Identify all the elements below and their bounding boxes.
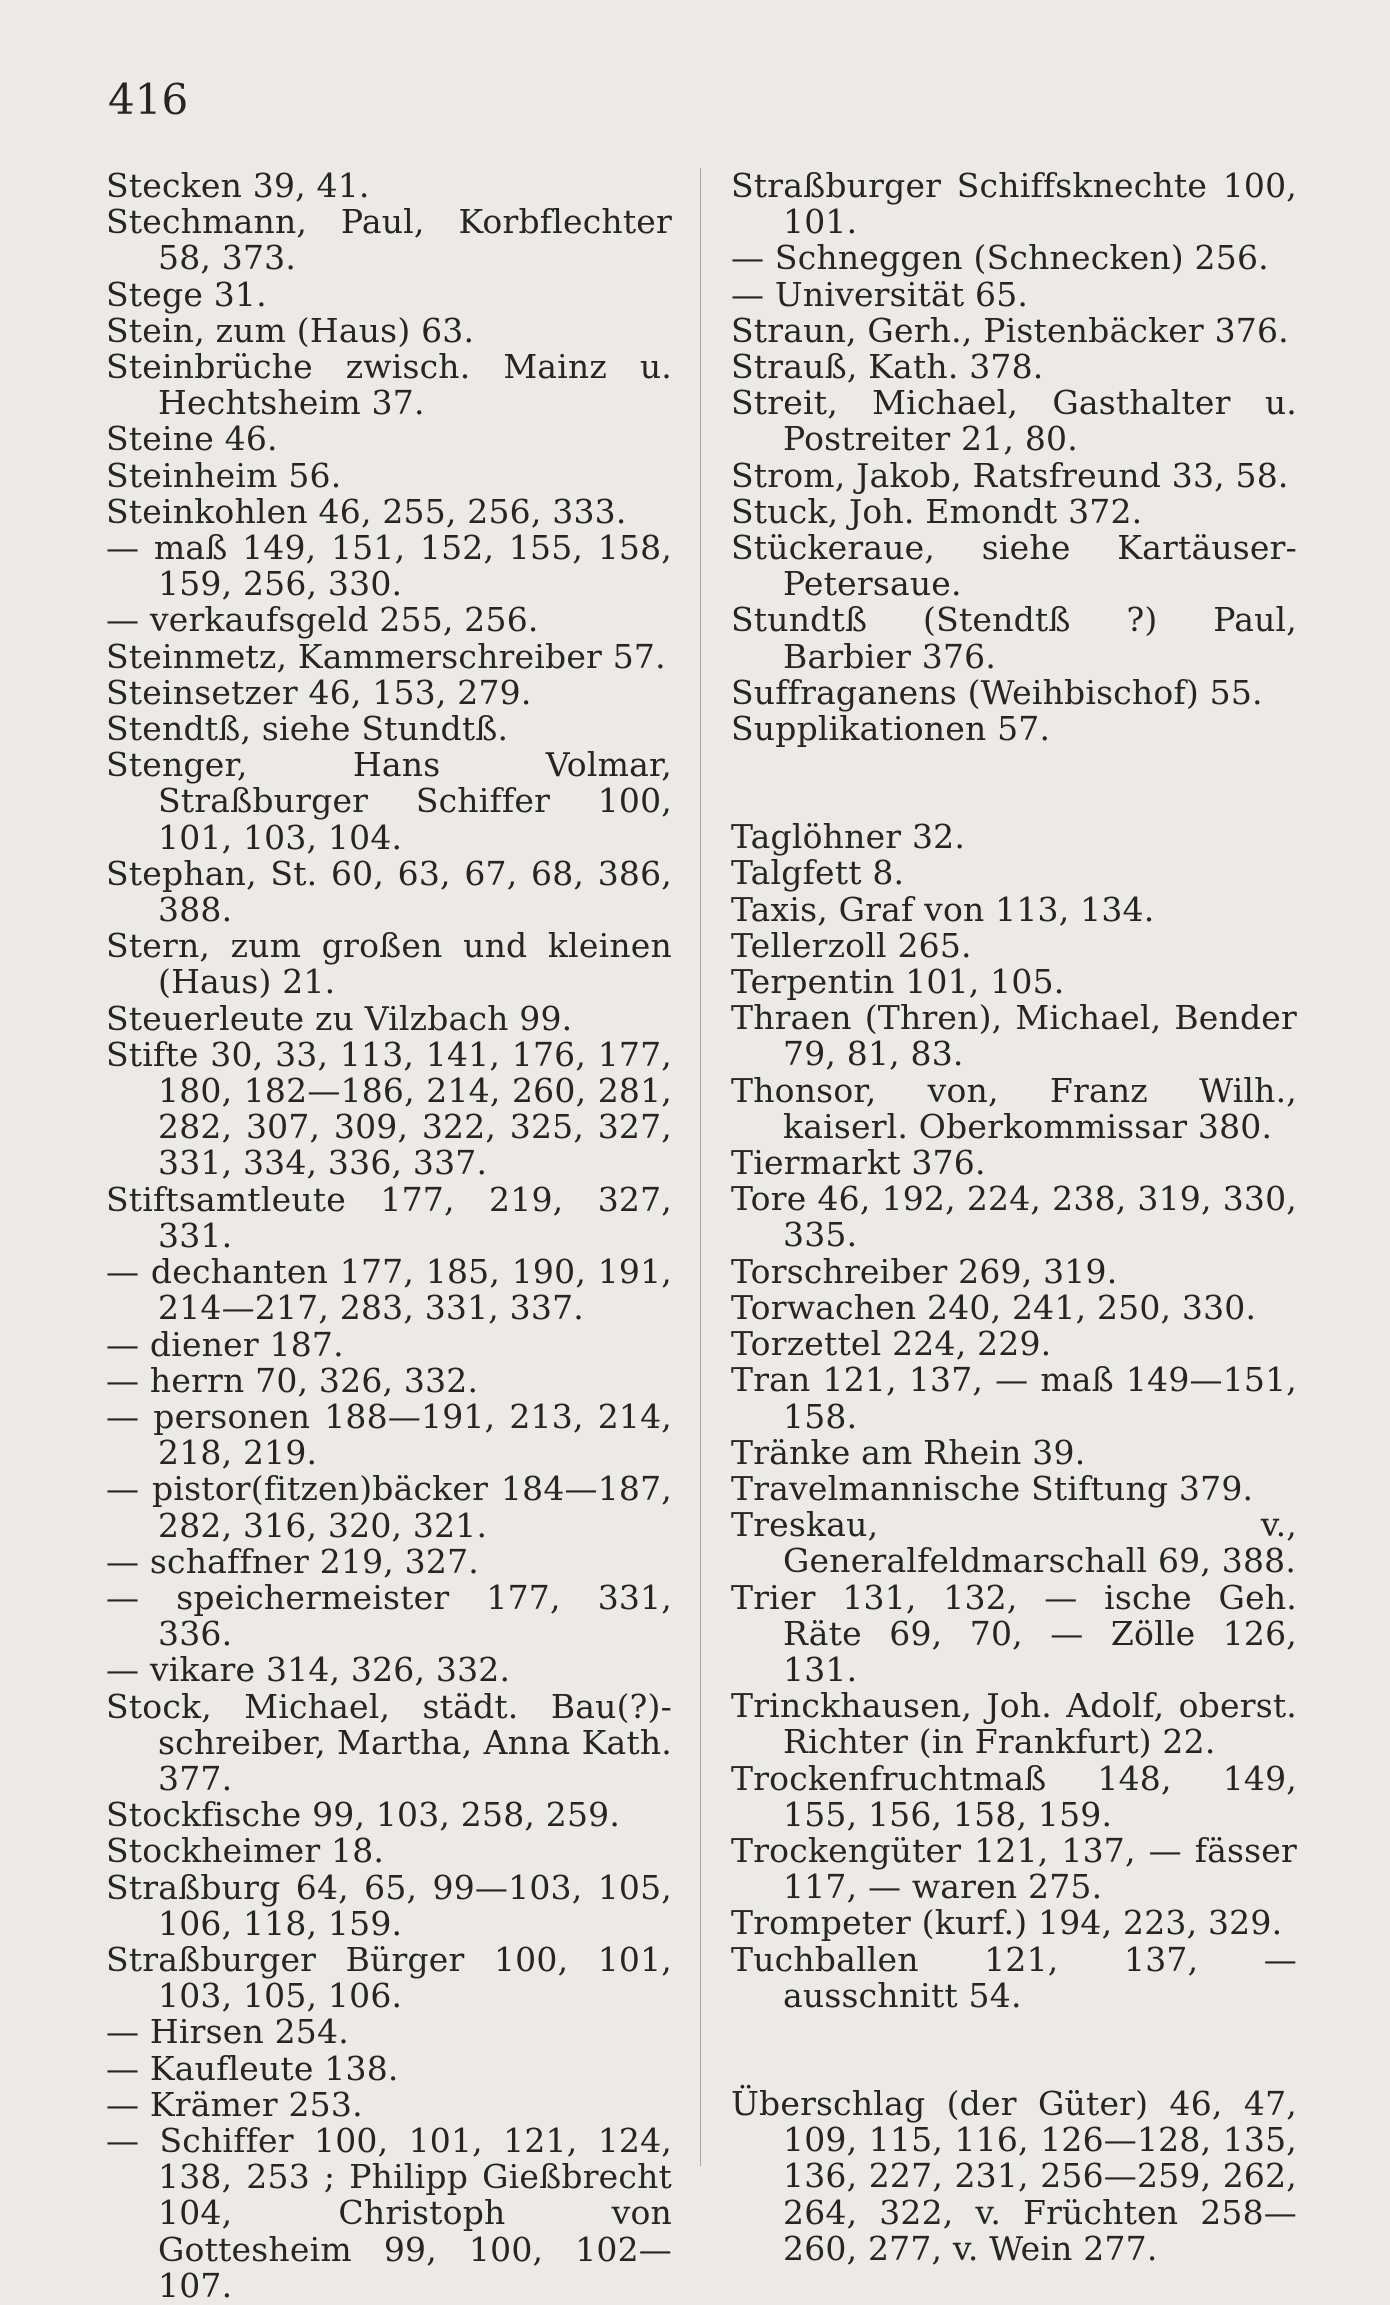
index-entry: Steinmetz, Kammerschreiber 57. [106,636,666,676]
index-entry: Thonsor, von, Franz Wilh., kaiserl. Oberkommissar 380. [731,1070,1297,1146]
index-entry: Tuchballen 121, 137, — ausschnitt 54. [731,1939,1297,2015]
index-entry: Travelmannische Stiftung 379. [731,1468,1254,1508]
index-entry: Stockfische 99, 103, 258, 259. [106,1795,621,1835]
index-subentry: — verkaufsgeld 255, 256. [106,600,539,640]
index-column-left [106,168,672,2304]
column-divider [700,168,701,2166]
index-subentry: — diener 187. [106,1324,344,1364]
index-entry: Strauß, Kath. 378. [731,347,1044,387]
index-subentry: — maß 149, 151, 152, 155, 158, 159, 256, 330. [106,528,672,604]
index-entry: Stifte 30, 33, 113, 141, 176, 177, 180, 182—186, 214, 260, 281, 282, 307, 309, 322, 325, 327, 331, 334, 336, 337. [106,1034,672,1183]
index-entry: Stechmann, Paul, Korbflechter 58, 373. [106,202,672,278]
index-subentry: — Schneggen (Schnecken) 256. [731,238,1269,278]
index-entry: Steinkohlen 46, 255, 256, 333. [106,491,627,531]
index-entry: Trompeter (kurf.) 194, 223, 329. [731,1903,1283,1943]
index-entry: Torschreiber 269, 319. [731,1251,1118,1291]
index-entry: Stege 31. [106,274,267,314]
index-subentry: — herrn 70, 326, 332. [106,1360,479,1400]
index-entry: Trinckhausen, Joh. Adolf, oberst. Richter (in Frankfurt) 22. [731,1686,1297,1762]
index-entry: Terpentin 101, 105. [731,962,1065,1002]
index-subentry: — speichermeister 177, 331, 336. [106,1577,672,1654]
index-entry: Taglöhner 32. [731,817,966,857]
index-subentry: — personen 188—191, 213, 214, 218, 219. [106,1396,672,1473]
index-entry: Strom, Jakob, Ratsfreund 33, 58. [731,455,1289,495]
index-subentry: — Schiffer 100, 101, 121, 124, 138, 253 ; Philipp Gießbrecht 104, Christoph von Gottesheim 99, 100, 102—107. [106,2120,672,2305]
index-column-right [731,168,1297,2267]
index-entry: Tränke am Rhein 39. [731,1432,1086,1472]
index-entry: Tran 121, 137, — maß 149—151, 158. [731,1360,1297,1436]
index-subentry: — pistor(fitzen)bäcker 184—187, 282, 316, 320, 321. [106,1469,672,1545]
index-entry: Stückeraue, siehe Kartäuser-Petersaue. [731,528,1297,604]
index-entry: Steinsetzer 46, 153, 279. [106,672,532,712]
index-entry: Tellerzoll 265. [731,925,972,965]
index-entry: Überschlag (der Güter) 46, 47, 109, 115, 116, 126—128, 135, 136, 227, 231, 256—259, 262, 264, 322, v. Früchten 258—260, 277, v. Wein 277. [731,2083,1297,2268]
index-subentry: — vikare 314, 326, 332. [106,1650,511,1690]
index-entry: Taxis, Graf von 113, 134. [731,889,1155,929]
index-entry: Stendtß, siehe Stundtß. [106,709,509,749]
index-entry: Stephan, St. 60, 63, 67, 68, 386, 388. [106,853,672,930]
index-entry: Trockenfruchtmaß 148, 149, 155, 156, 158, 159. [731,1758,1297,1834]
index-entry: Tore 46, 192, 224, 238, 319, 330, 335. [731,1179,1297,1255]
index-entry: Stock, Michael, städt. Bau(?)-schreiber, Martha, Anna Kath. 377. [106,1686,672,1798]
index-entry: Trockengüter 121, 137, — fässer 117, — waren 275. [731,1830,1297,1907]
index-entry: Stockheimer 18. [106,1831,385,1871]
index-entry: Stiftsamtleute 177, 219, 327, 331. [106,1179,672,1255]
letter-section-gap [731,747,1297,819]
index-subentry: — schaffner 219, 327. [106,1541,479,1581]
index-entry: Stern, zum großen und kleinen (Haus) 21. [106,926,672,1002]
index-entry: Streit, Michael, Gasthalter u. Postreiter 21, 80. [731,383,1297,459]
letter-section-gap [731,2014,1297,2086]
index-entry: Torzettel 224, 229. [731,1324,1052,1364]
index-entry: Thraen (Thren), Michael, Bender 79, 81, 83. [731,998,1297,1074]
index-entry: Straßburg 64, 65, 99—103, 105, 106, 118, 159. [106,1867,672,1943]
index-entry: Stein, zum (Haus) 63. [106,310,475,350]
index-entry: Stenger, Hans Volmar, Straßburger Schiffer 100, 101, 103, 104. [106,745,672,857]
index-subentry: — Universität 65. [731,274,1029,314]
index-entry: Stuck, Joh. Emondt 372. [731,491,1143,531]
index-entry: Talgfett 8. [731,853,905,893]
index-entry: Trier 131, 132, — ische Geh. Räte 69, 70, — Zölle 126, 131. [731,1577,1297,1689]
index-entry: Stecken 39, 41. [106,166,370,205]
index-entry: Treskau, v., Generalfeldmarschall 69, 388. [731,1505,1297,1581]
index-entry: Steinheim 56. [106,455,342,495]
index-subentry: — Hirsen 254. [106,2012,349,2052]
index-subentry: — Krämer 253. [106,2084,363,2124]
index-subentry: — dechanten 177, 185, 190, 191, 214—217, 283, 331, 337. [106,1252,672,1328]
index-entry: Straßburger Schiffsknechte 100, 101. [731,166,1297,242]
index-entry: Supplikationen 57. [731,709,1051,749]
index-entry: Steinbrüche zwisch. Mainz u. Hechtsheim 37. [106,347,672,423]
index-entry: Stundtß (Stendtß ?) Paul, Barbier 376. [731,600,1297,676]
page-number: 416 [108,75,189,124]
index-entry: Steuerleute zu Vilzbach 99. [106,998,573,1038]
index-entry: Steine 46. [106,419,278,459]
index-entry: Torwachen 240, 241, 250, 330. [731,1287,1257,1327]
index-subentry: — Kaufleute 138. [106,2048,399,2088]
index-entry: Straun, Gerh., Pistenbäcker 376. [731,310,1289,350]
index-entry: Suffraganens (Weihbischof) 55. [731,672,1263,712]
index-entry: Straßburger Bürger 100, 101, 103, 105, 106. [106,1939,672,2016]
index-entry: Tiermarkt 376. [731,1143,986,1183]
